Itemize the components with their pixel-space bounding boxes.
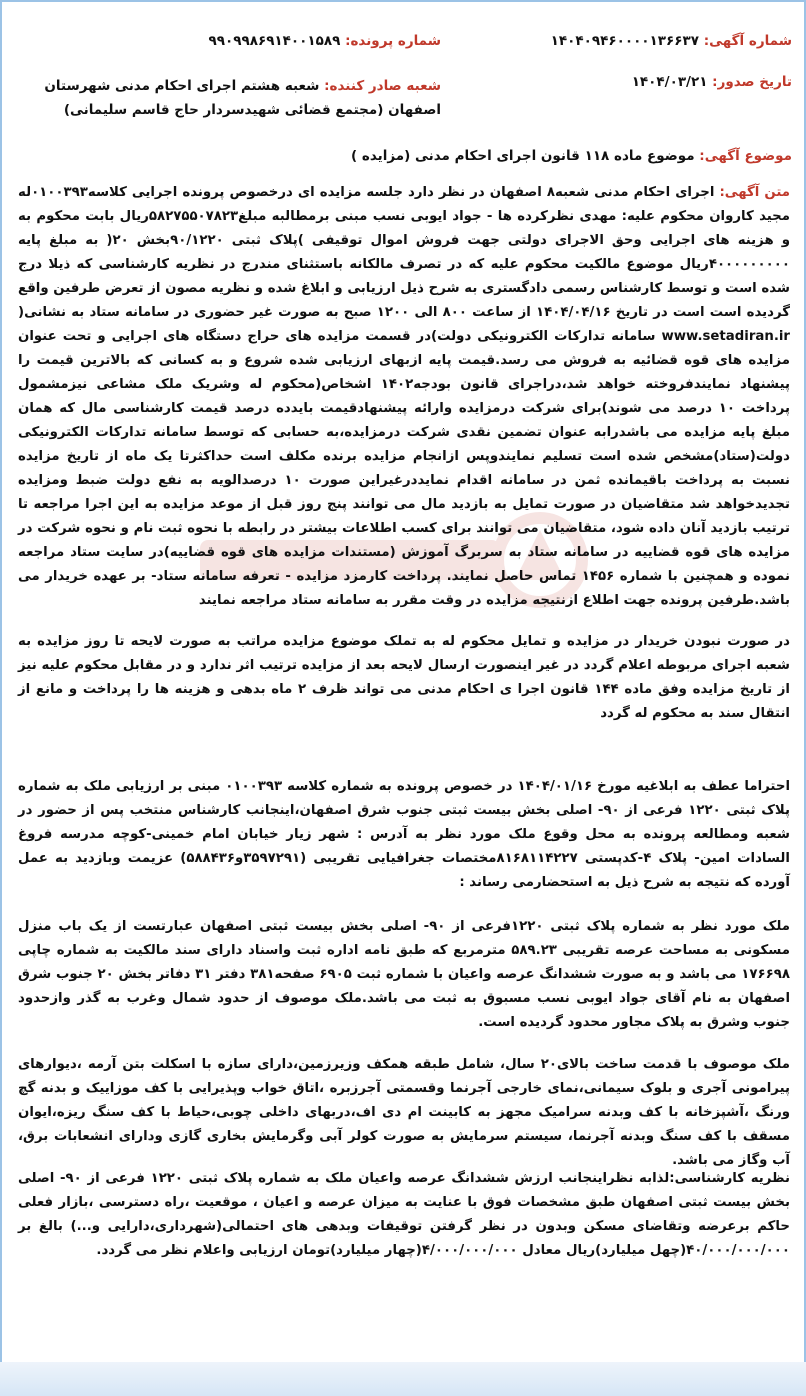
bottom-band	[0, 1362, 806, 1396]
case-number-value: ۹۹۰۹۹۸۶۹۱۴۰۰۱۵۸۹	[208, 33, 341, 49]
issue-date	[632, 74, 792, 90]
ad-number	[551, 33, 792, 49]
issuer-label: شعبه صادر کننده:	[324, 78, 441, 94]
paragraph-3-text: احتراما عطف به ابلاغیه مورخ ۱۴۰۴/۰۱/۱۶ در خصوص پرونده به شماره کلاسه ۰۱۰۰۳۹۳ مبنی بر ارزیابی ملک به شماره پلاک ثبتی ۱۲۲۰ فرعی از ۹۰- اصلی بخش بیست ثبتی جنوب شرق اصفهان،اینجانب کارشناس منتخب پس از حضور در شعبه ومطالعه پرونده به محل وقوع ملک مورد نظر به آدرس : شهر زیار خیابان امام خمینی-کوچه مدرسه فروغ السادات امین- پلاک ۴-کدپستی ۸۱۶۸۱۱۴۲۲۷مختصات جغرافیایی تقریبی (۳۵۹۷۲۹۱و۵۸۸۴۳۶) عزیمت وبازدید به عمل آورده که نتیجه به شرح ذیل به استحضارمی رساند :	[18, 779, 791, 890]
paragraph-4-text: ملک مورد نظر به شماره پلاک ثبتی ۱۲۲۰فرعی از ۹۰- اصلی بخش بیست ثبتی اصفهان عبارتست از یک باب منزل مسکونی به مساحت عرصه تقریبی ۵۸۹.۲۳ مترمربع که طبق نامه اداره ثبت واسناد دارای سند مالکیت به شماره چاپی ۱۷۶۶۹۸ می باشد و به صورت ششدانگ عرصه واعیان با شماره ثبت ۶۹۰۵ صفحه۳۸۱ دفتر ۳۱ دفاتر بخش ۲۰ جنوب شرق اصفهان به نام آقای جواد ایوبی نسب مسبوق به ثبت می باشد.ملک موصوف از حدود شمال وغرب به گذر وازحدود جنوب وشرق به پلاک مجاور محدود گردیده است.	[18, 919, 791, 1030]
ad-number-label: شماره آگهی:	[703, 33, 792, 49]
subject	[351, 148, 792, 164]
body-paragraph-6	[18, 1167, 790, 1263]
paragraph-1-text: اجرای احکام مدنی شعبه۸ اصفهان در نظر دارد جلسه مزایده ای درخصوص پرونده اجرایی کلاسه۰۱۰۰۳۹۳له مجید کاروان محکوم علیه: مهدی نظرکرده ها - جواد ایوبی نسب مبنی برمطالبه مبلغ۵۸۲۷۵۵۰۷۸۲۳ریال بابت محکوم به و هزینه های اجرایی وحق الاجرای دولتی جهت فروش اموال توقیفی )پلاک ثبتی ۹۰/۱۲۲۰بخش ۲۰( به مبلغ پایه ۴۰۰۰۰۰۰۰۰۰ریال موضوع مالکیت محکوم علیه که در تصرف مالکانه باستثنای مندرج در نظریه کارشناسی که ذیلا درج شده است و توسط کارشناس رسمی دادگستری به شرح ذیل ارزیابی و ابلاغ شده و نظریه مصون از تعرض طرفین واقع گردیده است است در تاریخ ۱۴۰۴/۰۴/۱۶ از ساعت ۸۰۰ الی ۱۲۰۰ صبح به صورت غیر حضوری در سامانه ستاد به نشانی( www.setadiran.ir سامانه تدارکات الکترونیکی دولت)در قسمت مزایده های حراج دستگاه های اجرایی و تحت عنوان مزایده های قوه قضائیه به فروش می رسد.قیمت پایه ازبهای ارزیابی شده شروع و به کسانی که بالاترین قیمت را پیشنهاد نمایندفروخته خواهد شد،دراجرای قانون بودجه۱۴۰۲ اشخاص(محکوم له وشریک ملک مشاعی نیزمشمول پرداخت ۱۰ درصد می شوند)برای شرکت درمزایده وارائه پیشنهادقیمت بایدده درصد قیمت کارشناسی مال که همان مبلغ پایه مزایده می باشدرابه عنوان تضمین نقدی شرکت درمزایده،به حسابی که توسط سامانه تدارکات الکترونیکی دولت(ستاد)مشخص شده است تسلیم نمایندوپس ازانجام مزایده برنده مکلف است حداکثرتا یک ماه از تاریخ مزایده نسبت به پرداخت باقیمانده ثمن در سامانه اقدام نمایددرغیراین صورت ۱۰ درصدالویه به نفع دولت ضبط ومزایده تجدیدخواهد شد متقاضیان در صورت تمایل به بازدید مال می توانند پنج روز قبل از موعد مزایده به این اجرا مراجعه تا ترتیب بازدید آنان داده شود، متقاضیان می توانند برای کسب اطلاعات بیشتر در رابطه با نحوه ثبت نام و نحوه شرکت در مزایده های قوه قضاییه در سامانه ستاد به سربرگ آموزش (مستندات مزایده های قوه قضاییه)در سایت ستاد مراجعه نموده و همچنین با شماره ۱۴۵۶ تماس حاصل نمایند. پرداخت کارمزد مزایده - تعرفه سامانه ستاد- بر عهده خریدار می باشد.طرفین پرونده جهت اطلاع ازنتیجه مزایده در وقت مقرر به سامانه ستاد مراجعه نمایند	[18, 185, 790, 608]
body-paragraph-2	[18, 630, 790, 726]
issuer	[21, 74, 441, 122]
issue-date-value: ۱۴۰۴/۰۳/۲۱	[631, 74, 708, 90]
paragraph-2-text: در صورت نبودن خریدار در مزایده و تمایل محکوم له به تملک موضوع مزایده مراتب به صورت لایحه تا روز مزایده به شعبه اجرای مربوطه اعلام گردد در غیر اینصورت ارسال لایحه بعد از مزایده ترتیب اثر ندارد و در مقابل محکوم علیه نیز از تاریخ مزایده وفق ماده ۱۴۴ قانون اجرا ی احکام مدنی می تواند ظرف ۲ ماه بدهی و هزینه ها را پرداخت و مانع از انتقال سند به محکوم له گردد	[18, 634, 790, 721]
issue-date-label: تاریخ صدور:	[712, 74, 792, 90]
case-number-label: شماره پرونده:	[345, 33, 441, 49]
subject-value: موضوع ماده ۱۱۸ قانون اجرای احکام مدنی (مزایده )	[351, 148, 695, 164]
body-paragraph-1	[18, 181, 790, 613]
body-paragraph-4	[18, 915, 790, 1035]
paragraph-6-text: نظریه کارشناسی:لذابه نظراینجانب ارزش ششدانگ عرصه واعیان ملک به شماره پلاک ثبتی ۱۲۲۰ فرعی از ۹۰- اصلی بخش بیست ثبتی اصفهان طبق مشخصات فوق با عنایت به میزان عرصه و اعیان ، موقعیت ،راه دسترسی ،بازار فعلی حاکم برعرضه وتقاضای مسکن وبدون در نظر گرفتن توقیفات وبدهی های احتمالی(شهرداری،دارایی و...) بالغ بر ۴۰/۰۰۰/۰۰۰/۰۰۰(چهل میلیارد)ریال معادل ۴/۰۰۰/۰۰۰/۰۰۰(چهار میلیارد)تومان ارزیابی واعلام نظر می گردد.	[18, 1171, 790, 1258]
paragraph-5-text: ملک موصوف با قدمت ساخت بالای۲۰ سال، شامل طبقه همکف وزیرزمین،دارای سازه با اسکلت بتن آرمه ،دیوارهای پیرامونی آجری و بلوک سیمانی،نمای خارجی آجرنما وقسمتی آجرزبره ،اتاق خواب وپذیرایی با کف موزاییک و بدنه گچ ورنگ ،آشپزخانه با کف وبدنه سرامیک مجهز به کابینت ام دی اف،دربهای داخلی چوبی،حیاط با کف سنگ ریزه،ایوان مسقف با کف سنگ وبدنه آجرنما، سیستم سرمایش به صورت کولر آبی وگرمایش بخاری گازی ودارای انشعابات برق، آب وگاز می باشد.	[18, 1057, 791, 1168]
subject-label: موضوع آگهی:	[699, 148, 792, 164]
issuer-value: شعبه هشتم اجرای احکام مدنی شهرستان اصفهان (مجتمع قضائی شهیدسردار حاج قاسم سلیمانی)	[44, 78, 441, 118]
ad-number-value: ۱۴۰۴۰۹۴۶۰۰۰۰۱۳۶۶۳۷	[550, 33, 699, 49]
body-text-label: متن آگهی:	[719, 185, 790, 200]
body-paragraph-3	[18, 775, 790, 895]
body-paragraph-5	[18, 1053, 790, 1173]
case-number	[209, 33, 441, 49]
